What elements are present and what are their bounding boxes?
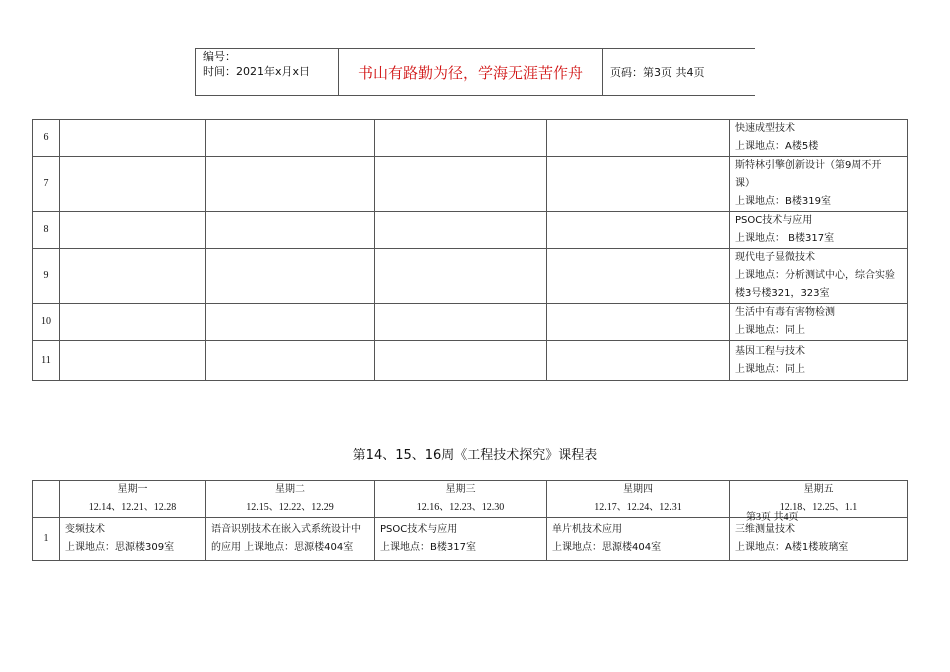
header-wednesday: 星期三 12.16、12.23、12.30 xyxy=(375,481,547,518)
empty-cell xyxy=(547,120,730,157)
table-row xyxy=(33,212,908,249)
course-line: 基因工程与技术 xyxy=(735,345,805,357)
empty-cell xyxy=(547,212,730,249)
course-line: 楼3号楼321，323室 xyxy=(735,288,830,299)
document-header xyxy=(195,48,755,96)
course-cell: PSOC技术与应用 上课地点：B楼317室 xyxy=(375,518,547,561)
empty-cell xyxy=(375,249,547,304)
course-cell xyxy=(730,157,908,212)
course-cell xyxy=(730,120,908,157)
schedule-table-continued xyxy=(32,119,908,381)
course-line: 上课地点： B楼317室 xyxy=(735,233,835,244)
course-cell xyxy=(730,249,908,304)
empty-cell xyxy=(60,157,206,212)
empty-cell xyxy=(206,341,375,381)
row-number: 7 xyxy=(33,157,60,212)
course-cell xyxy=(730,304,908,341)
time-label: 时间：2021年x月x日 xyxy=(203,65,311,78)
row-number: 8 xyxy=(33,212,60,249)
row-number: 10 xyxy=(33,304,60,341)
course-line: 上课地点：分析测试中心，综合实验 xyxy=(735,270,895,281)
header-thursday: 星期四 12.17、12.24、12.31 xyxy=(547,481,730,518)
empty-cell xyxy=(206,157,375,212)
course-line: 现代电子显微技术 xyxy=(735,252,815,263)
course-line: 课） xyxy=(735,178,755,189)
table-row xyxy=(33,304,908,341)
table-row xyxy=(33,157,908,212)
empty-cell xyxy=(547,304,730,341)
schedule-title: 第14、15、16周《工程技术探究》课程表 xyxy=(352,448,598,463)
corner-cell xyxy=(33,481,60,518)
empty-cell xyxy=(206,212,375,249)
row-number: 6 xyxy=(33,120,60,157)
empty-cell xyxy=(60,212,206,249)
header-friday: 星期五 12.18、12.25、1.1 xyxy=(730,481,908,518)
empty-cell xyxy=(375,341,547,381)
course-line: 上课地点：B楼319室 xyxy=(735,196,831,207)
course-cell: 三维测量技术 上课地点：A楼1楼玻璃室 xyxy=(730,518,908,561)
empty-cell xyxy=(375,304,547,341)
header-monday: 星期一 12.14、12.21、12.28 xyxy=(60,481,206,518)
header-tuesday: 星期二 12.15、12.22、12.29 xyxy=(206,481,375,518)
id-label: 编号： xyxy=(203,50,236,63)
course-line: 生活中有毒有害物检测 xyxy=(735,307,835,318)
table-row xyxy=(33,341,908,381)
course-line: 上课地点：同上 xyxy=(735,325,805,336)
course-line: 快速成型技术 xyxy=(735,123,795,134)
table-row xyxy=(33,518,908,561)
course-cell: 单片机技术应用 上课地点：思源楼404室 xyxy=(547,518,730,561)
row-number: 11 xyxy=(33,341,60,381)
empty-cell xyxy=(547,341,730,381)
header-motto: 书山有路勤为径，学海无涯苦作舟 xyxy=(339,49,603,95)
empty-cell xyxy=(60,249,206,304)
empty-cell xyxy=(547,249,730,304)
footer-page-number: 第3页 共4页 xyxy=(746,512,799,523)
course-cell xyxy=(730,212,908,249)
course-cell xyxy=(730,341,908,381)
empty-cell xyxy=(375,212,547,249)
row-number: 1 xyxy=(33,518,60,561)
course-line: 斯特林引擎创新设计（第9周不开 xyxy=(735,160,882,171)
table-row xyxy=(33,120,908,157)
empty-cell xyxy=(206,249,375,304)
header-page-number: 页码：第3页 共4页 xyxy=(610,66,705,79)
course-line: PSOC技术与应用 xyxy=(735,215,813,226)
empty-cell xyxy=(206,120,375,157)
empty-cell xyxy=(375,157,547,212)
row-number: 9 xyxy=(33,249,60,304)
course-cell: 变频技术 上课地点：思源楼309室 xyxy=(60,518,206,561)
header-meta xyxy=(196,49,339,95)
empty-cell xyxy=(375,120,547,157)
empty-cell xyxy=(547,157,730,212)
table-row xyxy=(33,249,908,304)
empty-cell xyxy=(206,304,375,341)
empty-cell xyxy=(60,120,206,157)
empty-cell xyxy=(60,341,206,381)
course-cell: 语音识别技术在嵌入式系统设计中 的应用 上课地点：思源楼404室 xyxy=(206,518,375,561)
course-line: 上课地点：同上 xyxy=(735,363,805,375)
course-line: 上课地点：A楼5楼 xyxy=(735,141,819,152)
empty-cell xyxy=(60,304,206,341)
